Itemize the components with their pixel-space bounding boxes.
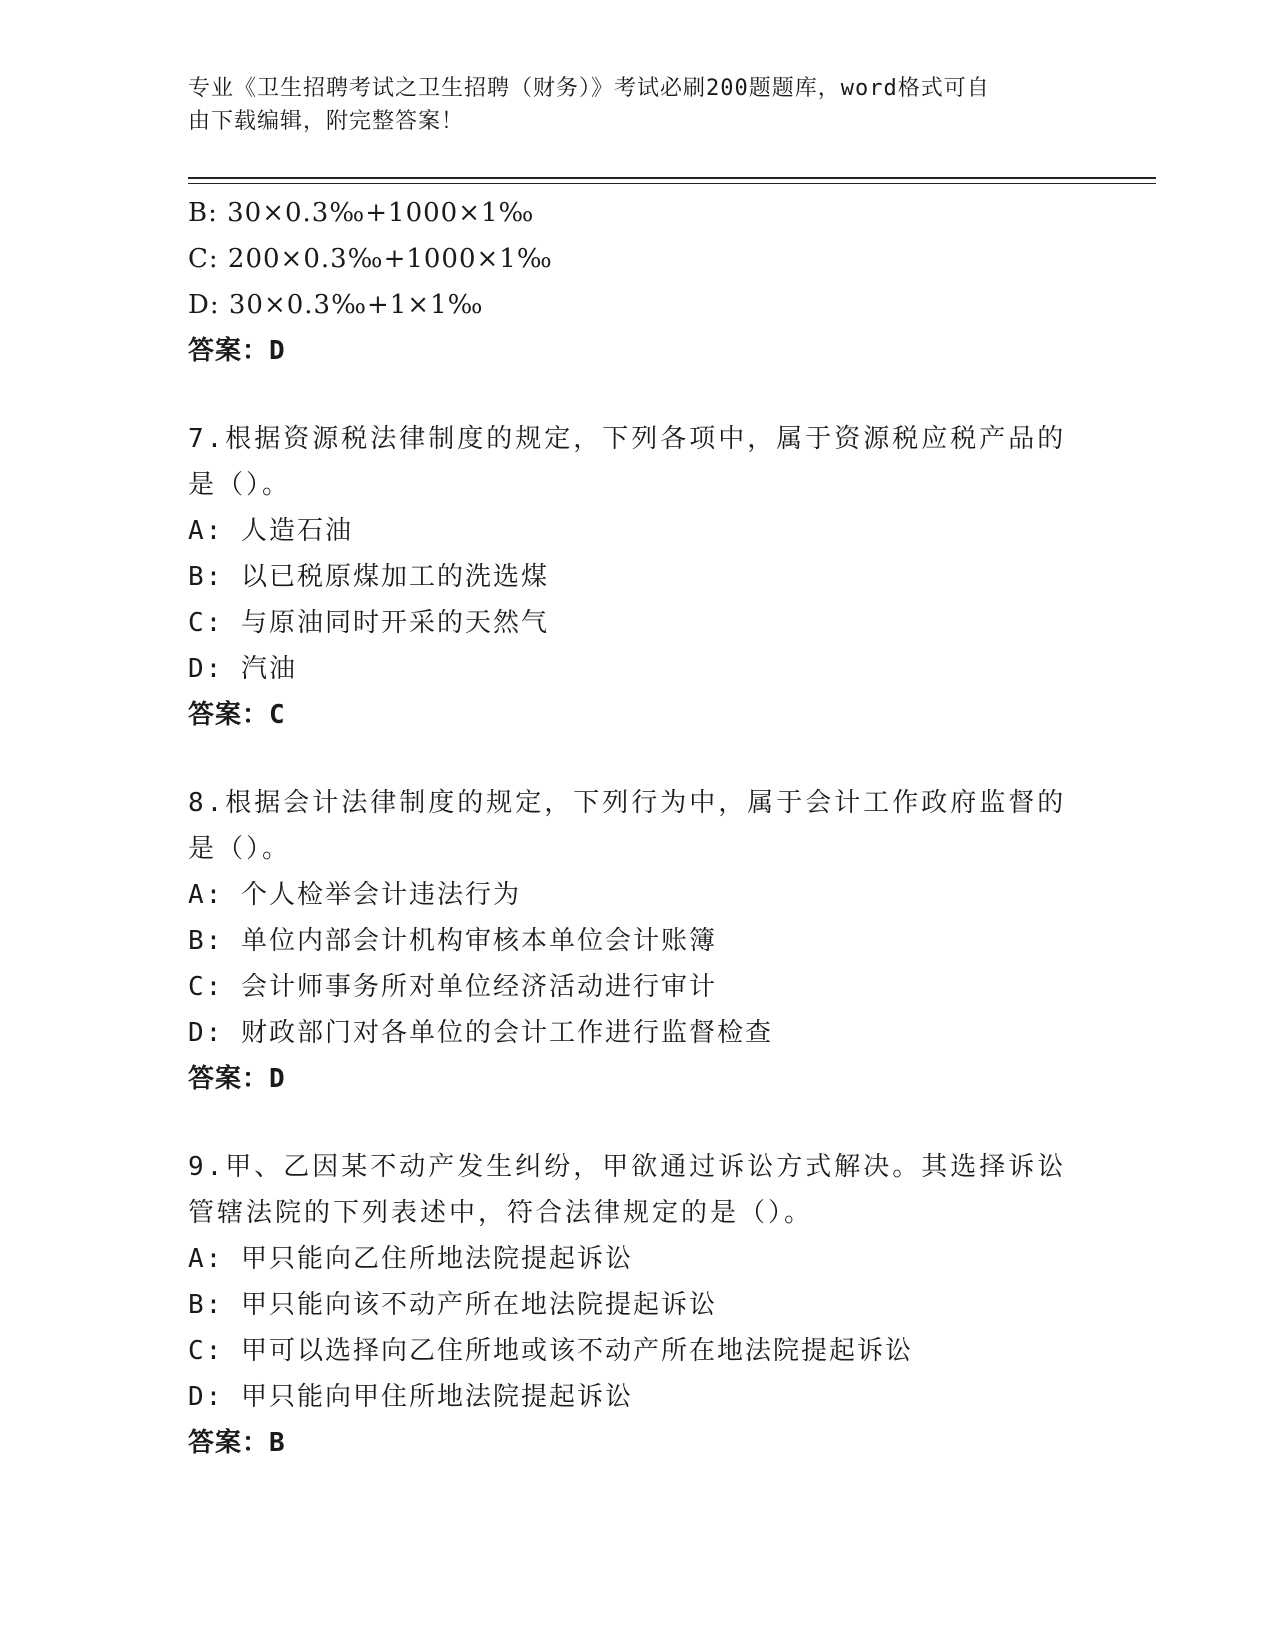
question-stem-line-1: 8.根据会计法律制度的规定，下列行为中，属于会计工作政府监督的 xyxy=(188,788,1067,818)
question-stem-line-2: 是（）。 xyxy=(188,834,292,864)
option-b: B: 以已税原煤加工的洗选煤 xyxy=(188,562,549,592)
header-rule-thick xyxy=(188,177,1156,179)
option-d: D: 财政部门对各单位的会计工作进行监督检查 xyxy=(188,1018,773,1048)
option-d: D: 汽油 xyxy=(188,654,297,684)
question-stem-line-1: 7.根据资源税法律制度的规定，下列各项中，属于资源税应税产品的 xyxy=(188,424,1067,454)
header-line-1: 专业《卫生招聘考试之卫生招聘（财务）》考试必刷200题题库，word格式可自 xyxy=(188,76,990,101)
answer-line: 答案：B xyxy=(188,1428,286,1458)
option-c: C: 200×0.3‰+1000×1‰ xyxy=(188,244,553,274)
question-stem-line-2: 管辖法院的下列表述中，符合法律规定的是（）。 xyxy=(188,1198,814,1228)
answer-line: 答案：C xyxy=(188,700,286,730)
option-b: B: 30×0.3‰+1000×1‰ xyxy=(188,198,535,228)
question-stem-line-2: 是（）。 xyxy=(188,470,292,500)
option-a: A: 甲只能向乙住所地法院提起诉讼 xyxy=(188,1244,633,1274)
carryover-question xyxy=(188,190,1068,374)
option-a: A: 人造石油 xyxy=(188,516,353,546)
option-a: A: 个人检举会计违法行为 xyxy=(188,880,521,910)
option-c: C: 会计师事务所对单位经济活动进行审计 xyxy=(188,972,717,1002)
question-8 xyxy=(188,780,1068,1102)
option-d: D: 30×0.3‰+1×1‰ xyxy=(188,290,484,320)
option-b: B: 单位内部会计机构审核本单位会计账簿 xyxy=(188,926,717,956)
option-d: D: 甲只能向甲住所地法院提起诉讼 xyxy=(188,1382,633,1412)
question-list xyxy=(188,190,1068,1466)
option-b: B: 甲只能向该不动产所在地法院提起诉讼 xyxy=(188,1290,717,1320)
document-header xyxy=(188,72,1068,138)
header-line-2: 由下载编辑，附完整答案！ xyxy=(188,109,465,134)
question-stem-line-1: 9.甲、乙因某不动产发生纠纷，甲欲通过诉讼方式解决。其选择诉讼 xyxy=(188,1152,1067,1182)
option-c: C: 与原油同时开采的天然气 xyxy=(188,608,549,638)
answer-line: 答案：D xyxy=(188,336,286,366)
question-9 xyxy=(188,1144,1068,1466)
option-c: C: 甲可以选择向乙住所地或该不动产所在地法院提起诉讼 xyxy=(188,1336,913,1366)
question-7 xyxy=(188,416,1068,738)
answer-line: 答案：D xyxy=(188,1064,286,1094)
header-rule-thin xyxy=(188,183,1156,184)
